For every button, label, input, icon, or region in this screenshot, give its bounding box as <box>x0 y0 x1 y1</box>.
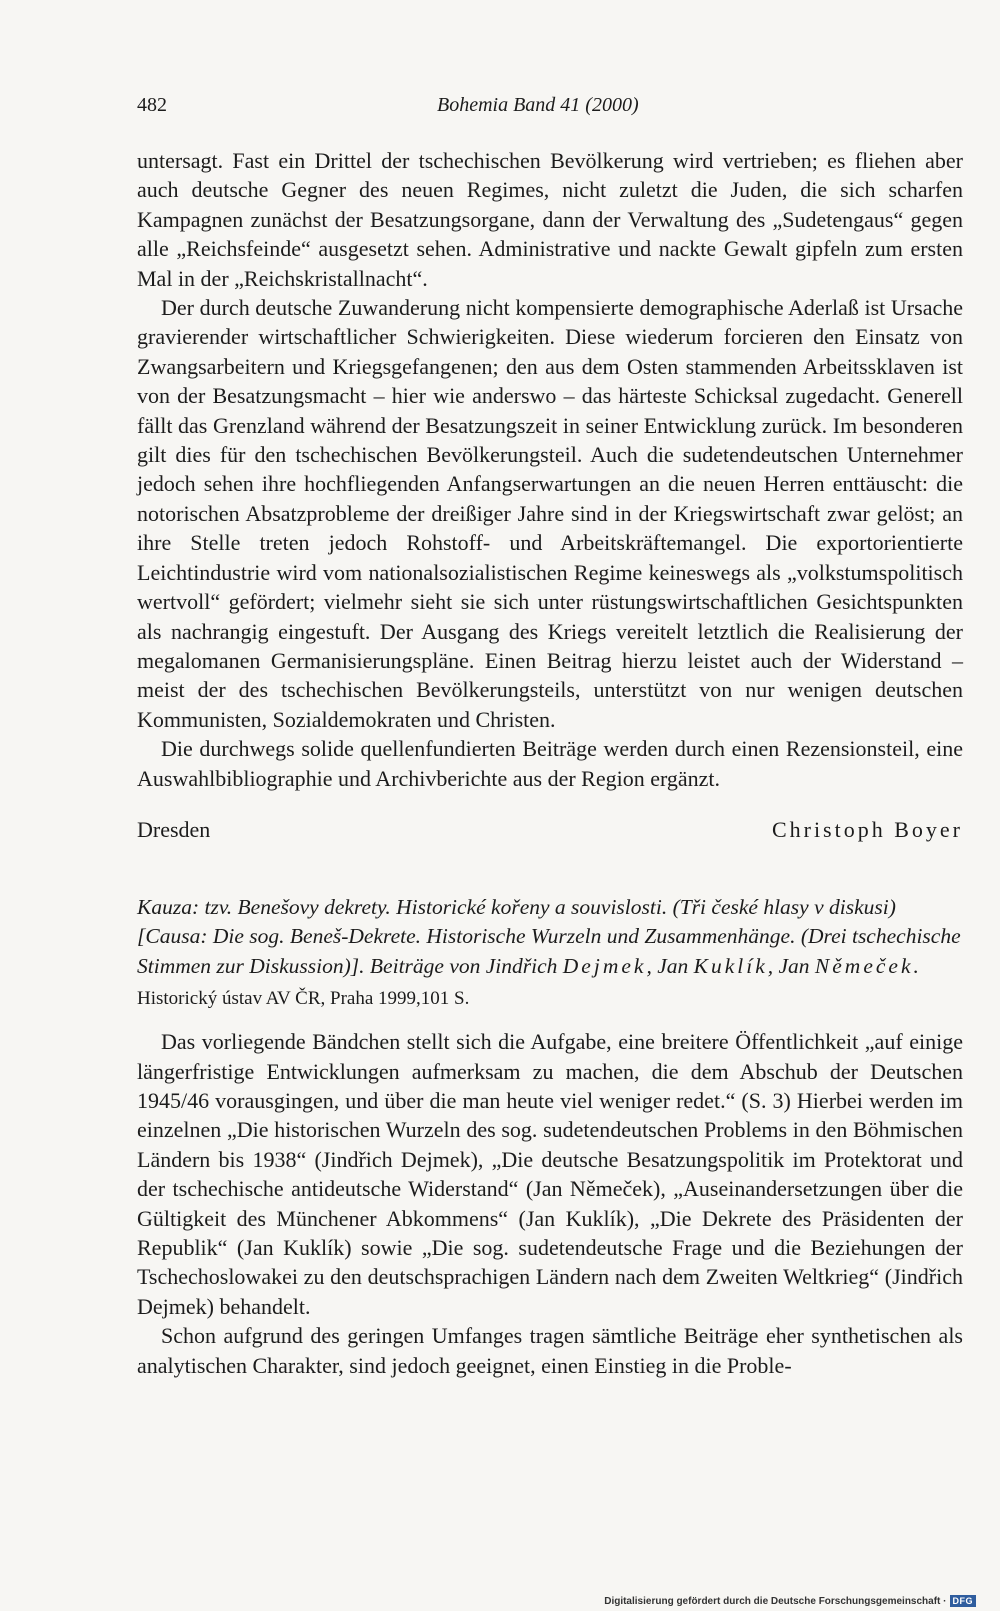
contributor-kuklik: Kuklík <box>693 953 768 978</box>
contributor-dejmek: Dejmek <box>562 953 647 978</box>
review2-body <box>137 1027 963 1380</box>
digitization-footer <box>604 1595 976 1607</box>
title-separator: , Jan <box>767 953 815 978</box>
review2-paragraph-1: Das vorliegende Bändchen stellt sich die Aufgabe, eine breitere Öffentlichkeit „auf einige längerfristige Entwicklungen aufmerksam zu machen, die dem Abschub der Deutschen 1945/46 vorausgingen, und über die man heute viel weniger redet.“ (S. 3) Hierbei werden im einzelnen „Die historischen Wurzeln des sog. sudetendeutschen Problems in den Böhmischen Ländern bis 1938“ (Jindřich Dejmek), „Die deutsche Besatzungspolitik im Protektorat und der tschechische antideutsche Widerstand“ (Jan Němeček), „Auseinandersetzungen über die Gültigkeit des Münchener Abkommens“ (Jan Kuklík), „Die Dekrete des Präsidenten der Republik“ (Jan Kuklík) sowie „Die sog. sudetendeutsche Frage und die Beziehungen der Tschechoslowakei zu den deutschsprachigen Ländern nach dem Zweiten Weltkrieg“ (Jindřich Dejmek) behandelt. <box>137 1029 963 1319</box>
page-content <box>137 146 963 1380</box>
review1-paragraph-3: Die durchwegs solide quellenfundierten Beiträge werden durch einen Rezensionsteil, eine Auswahlbibliographie und Archivberichte aus der Region ergänzt. <box>137 736 963 791</box>
page-number: 482 <box>137 94 167 116</box>
dfg-logo: DFG <box>950 1595 977 1607</box>
review1-paragraph-1: untersagt. Fast ein Drittel der tschechischen Bevölkerung wird vertrieben; es fliehen aber auch deutsche Gegner des neuen Regimes, nicht zuletzt die Juden, die sich scharfen Kampagnen zunächst der Besatzungsorgane, dann der Verwaltung des „Sudetengaus“ gegen alle „Reichsfeinde“ ausgesetzt sehen. Administrative und nackte Gewalt gipfeln zum ersten Mal in der „Reichskristallnacht“. <box>137 148 963 291</box>
contributor-nemecek: Němeček <box>814 953 914 978</box>
title-main: Kauza: tzv. Benešovy dekrety. Historické kořeny a souvislosti. (Tři české hlasy v diskusi) [Causa: Die sog. Beneš-Dekrete. Historische Wurzeln und Zusammenhänge. (Drei tschechische Stimmen zur Diskussion)]. Beiträge von Jindřich <box>137 894 961 978</box>
review-signature <box>137 815 963 845</box>
title-separator: , Jan <box>646 953 694 978</box>
signature-place: Dresden <box>137 816 211 842</box>
publisher-line: Historický ústav AV ČR, Praha 1999,101 S. <box>137 988 470 1010</box>
signature-author: Christoph Boyer <box>771 816 963 842</box>
footer-text: Digitalisierung gefördert durch die Deutsche Forschungsgemeinschaft · <box>604 1595 947 1607</box>
review1-paragraph-2: Der durch deutsche Zuwanderung nicht kompensierte demographische Aderlaß ist Ursache gravierender wirtschaftlicher Schwierigkeiten. Diese wiederum forcieren den Einsatz von Zwangsarbeitern und Kriegsgefangenen; den aus dem Osten stammenden Arbeitssklaven ist von der Besatzungsmacht – hier wie anderswo – das härteste Schicksal zugedacht. Generell fällt das Grenzland während der Besatzungszeit in seiner Entwicklung zurück. Im besonderen gilt dies für den tschechischen Bevölkerungsteil. Auch die sudetendeutschen Unternehmer jedoch sehen ihre hochfliegenden Anfangserwartungen an die neuen Herren enttäuscht: die notorischen Absatzprobleme der dreißiger Jahre sind in der Kriegswirtschaft zwar gelöst; an ihre Stelle treten jedoch Rohstoff- und Arbeitskräftemangel. Die exportorientierte Leichtindustrie wird vom nationalsozialistischen Regime keineswegs als „volkstumspolitisch wertvoll“ gefördert; vielmehr sieht sie sich unter rüstungswirtschaftlichen Gesichtspunkten als nachrangig eingestuft. Der Ausgang des Kriegs vereitelt letztlich die Realisierung der megalomanen Germanisierungspläne. Einen Beitrag hierzu leistet auch der Widerstand – meist der des tschechischen Bevölkerungsteils, unterstützt von nur wenigen deutschen Kommunisten, Sozialdemokraten und Christen. <box>137 295 963 732</box>
running-header <box>137 94 963 124</box>
review2-paragraph-2: Schon aufgrund des geringen Umfanges tragen sämtliche Beiträge eher synthetischen als analytischen Charakter, sind jedoch geeignet, einen Einstieg in die Proble- <box>137 1323 963 1378</box>
title-end: . <box>913 953 919 978</box>
review2-title <box>137 893 963 981</box>
journal-title: Bohemia Band 41 (2000) <box>437 94 639 116</box>
